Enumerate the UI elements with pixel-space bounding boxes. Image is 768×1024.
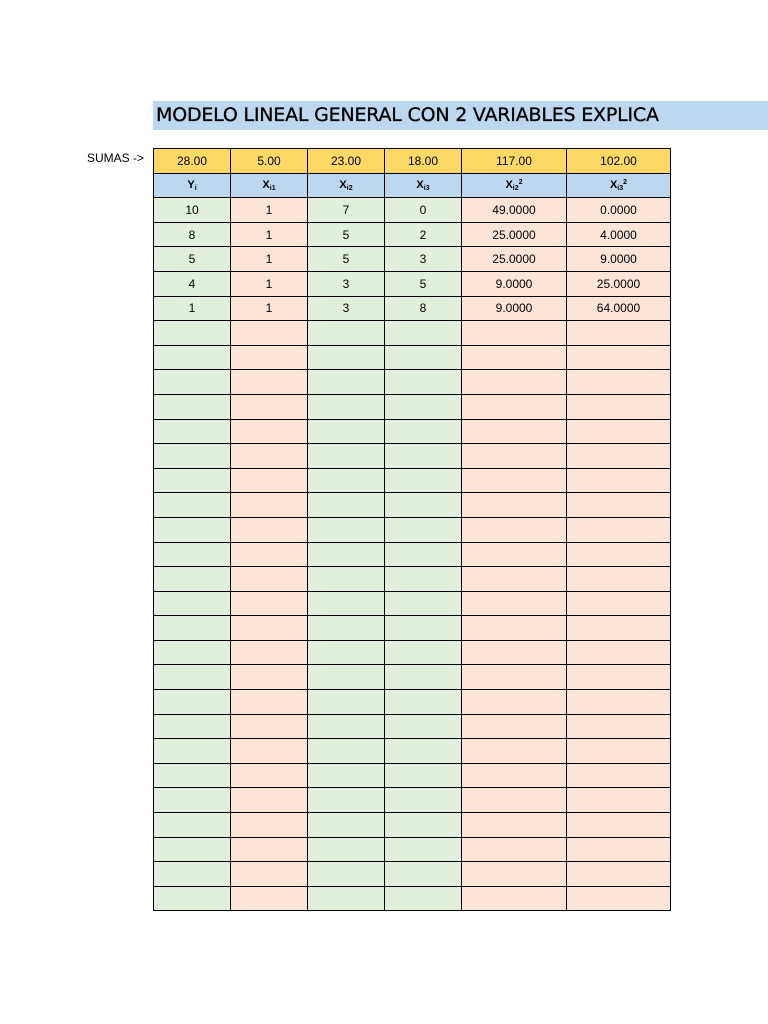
empty-cell-x2[interactable] [308, 468, 385, 493]
empty-row [154, 714, 671, 739]
sum-cell-x1[interactable]: 5.00 [231, 149, 308, 174]
empty-row [154, 394, 671, 419]
empty-cell-x1[interactable] [231, 886, 308, 911]
cell-x1[interactable]: 1 [231, 296, 308, 321]
empty-cell-x3[interactable] [385, 493, 462, 518]
empty-cell-x2-squared[interactable] [462, 444, 567, 469]
empty-cell-x2-squared[interactable] [462, 370, 567, 395]
empty-cell-x1[interactable] [231, 591, 308, 616]
empty-cell-x3[interactable] [385, 321, 462, 346]
empty-cell-x2[interactable] [308, 714, 385, 739]
cell-x1[interactable]: 1 [231, 247, 308, 272]
cell-x3-squared[interactable]: 25.0000 [567, 271, 671, 296]
empty-cell-y[interactable] [154, 763, 231, 788]
empty-row [154, 862, 671, 887]
header-base: X [339, 178, 347, 191]
empty-cell-x1[interactable] [231, 788, 308, 813]
sum-cell-y[interactable]: 28.00 [154, 149, 231, 174]
empty-cell-x1[interactable] [231, 468, 308, 493]
header-x3[interactable] [385, 173, 462, 198]
empty-cell-x3-squared[interactable] [567, 394, 671, 419]
empty-cell-x2-squared[interactable] [462, 394, 567, 419]
empty-cell-x3-squared[interactable] [567, 640, 671, 665]
empty-cell-x3[interactable] [385, 788, 462, 813]
sheet-title: MODELO LINEAL GENERAL CON 2 VARIABLES EXPLICA [156, 104, 659, 126]
cell-x2[interactable]: 5 [308, 222, 385, 247]
empty-cell-x3[interactable] [385, 567, 462, 592]
sum-cell-x2-squared[interactable]: 117.00 [462, 149, 567, 174]
empty-cell-x2-squared[interactable] [462, 591, 567, 616]
empty-cell-y[interactable] [154, 690, 231, 715]
empty-cell-x2-squared[interactable] [462, 616, 567, 641]
empty-cell-x2[interactable] [308, 739, 385, 764]
title-bar [153, 101, 768, 130]
empty-cell-y[interactable] [154, 640, 231, 665]
data-table [153, 148, 671, 911]
empty-cell-x1[interactable] [231, 394, 308, 419]
empty-cell-x1[interactable] [231, 763, 308, 788]
empty-cell-y[interactable] [154, 837, 231, 862]
empty-cell-x1[interactable] [231, 493, 308, 518]
empty-cell-x2-squared[interactable] [462, 690, 567, 715]
empty-cell-x3[interactable] [385, 862, 462, 887]
empty-cell-x2-squared[interactable] [462, 345, 567, 370]
empty-cell-x3-squared[interactable] [567, 567, 671, 592]
empty-cell-y[interactable] [154, 862, 231, 887]
empty-cell-x2[interactable] [308, 886, 385, 911]
empty-cell-x2-squared[interactable] [462, 862, 567, 887]
header-sub: i1 [269, 184, 276, 192]
table-row [154, 198, 671, 223]
empty-cell-x1[interactable] [231, 616, 308, 641]
empty-cell-x2-squared[interactable] [462, 813, 567, 838]
empty-row [154, 493, 671, 518]
empty-cell-x2-squared[interactable] [462, 886, 567, 911]
empty-cell-x2[interactable] [308, 763, 385, 788]
empty-cell-x3-squared[interactable] [567, 886, 671, 911]
empty-cell-x3-squared[interactable] [567, 616, 671, 641]
empty-cell-x2[interactable] [308, 493, 385, 518]
empty-cell-x1[interactable] [231, 837, 308, 862]
empty-cell-x3[interactable] [385, 886, 462, 911]
header-x2-squared[interactable] [462, 173, 567, 198]
empty-cell-x2-squared[interactable] [462, 640, 567, 665]
empty-cell-y[interactable] [154, 444, 231, 469]
empty-cell-x2[interactable] [308, 665, 385, 690]
cell-x3[interactable]: 0 [385, 198, 462, 223]
empty-cell-x1[interactable] [231, 862, 308, 887]
header-base: X [416, 178, 424, 191]
empty-cell-x3-squared[interactable] [567, 370, 671, 395]
empty-row [154, 517, 671, 542]
cell-x2-squared[interactable]: 9.0000 [462, 296, 567, 321]
table-row [154, 271, 671, 296]
empty-cell-y[interactable] [154, 714, 231, 739]
table-row [154, 247, 671, 272]
table-row [154, 296, 671, 321]
header-sub: i3 [423, 184, 430, 192]
empty-cell-x2-squared[interactable] [462, 837, 567, 862]
header-base: Y [187, 178, 195, 191]
cell-x1[interactable]: 1 [231, 271, 308, 296]
empty-cell-x3[interactable] [385, 517, 462, 542]
empty-row [154, 444, 671, 469]
empty-row [154, 567, 671, 592]
empty-cell-x1[interactable] [231, 419, 308, 444]
empty-cell-x3-squared[interactable] [567, 419, 671, 444]
empty-cell-x1[interactable] [231, 714, 308, 739]
header-y[interactable] [154, 173, 231, 198]
header-base: X [609, 178, 618, 191]
empty-cell-x3[interactable] [385, 837, 462, 862]
empty-cell-x3[interactable] [385, 468, 462, 493]
empty-cell-x3-squared[interactable] [567, 714, 671, 739]
empty-row [154, 640, 671, 665]
empty-cell-x3[interactable] [385, 370, 462, 395]
empty-cell-x3[interactable] [385, 813, 462, 838]
empty-cell-x3-squared[interactable] [567, 690, 671, 715]
empty-cell-x3[interactable] [385, 739, 462, 764]
empty-cell-x2-squared[interactable] [462, 567, 567, 592]
empty-cell-x2[interactable] [308, 788, 385, 813]
empty-cell-y[interactable] [154, 493, 231, 518]
empty-row [154, 542, 671, 567]
cell-y[interactable]: 5 [154, 247, 231, 272]
empty-cell-x1[interactable] [231, 665, 308, 690]
empty-cell-x2[interactable] [308, 542, 385, 567]
header-base: X [262, 178, 270, 191]
cell-x3[interactable]: 8 [385, 296, 462, 321]
empty-cell-y[interactable] [154, 788, 231, 813]
sum-cell-x3[interactable]: 18.00 [385, 149, 462, 174]
empty-cell-y[interactable] [154, 567, 231, 592]
sums-row [154, 149, 671, 174]
empty-cell-x3[interactable] [385, 542, 462, 567]
empty-cell-x3-squared[interactable] [567, 788, 671, 813]
empty-cell-y[interactable] [154, 616, 231, 641]
empty-cell-x2-squared[interactable] [462, 665, 567, 690]
empty-cell-x3[interactable] [385, 591, 462, 616]
empty-row [154, 321, 671, 346]
empty-cell-x2-squared[interactable] [462, 542, 567, 567]
header-sub: i2 [346, 184, 353, 192]
cell-x2[interactable]: 5 [308, 247, 385, 272]
empty-cell-x2[interactable] [308, 813, 385, 838]
empty-cell-x3[interactable] [385, 763, 462, 788]
empty-cell-x2[interactable] [308, 690, 385, 715]
empty-cell-x2[interactable] [308, 837, 385, 862]
empty-cell-x2[interactable] [308, 567, 385, 592]
cell-x2[interactable]: 3 [308, 296, 385, 321]
empty-cell-y[interactable] [154, 345, 231, 370]
empty-cell-x2[interactable] [308, 444, 385, 469]
empty-cell-y[interactable] [154, 370, 231, 395]
empty-cell-y[interactable] [154, 468, 231, 493]
cell-x3-squared[interactable]: 4.0000 [567, 222, 671, 247]
empty-row [154, 763, 671, 788]
cell-x3-squared[interactable]: 64.0000 [567, 296, 671, 321]
empty-cell-x3[interactable] [385, 394, 462, 419]
empty-cell-x3-squared[interactable] [567, 517, 671, 542]
empty-cell-x3[interactable] [385, 690, 462, 715]
empty-cell-x1[interactable] [231, 370, 308, 395]
cell-x2[interactable]: 7 [308, 198, 385, 223]
empty-row [154, 665, 671, 690]
header-sub: i2 [512, 184, 519, 192]
empty-cell-x1[interactable] [231, 517, 308, 542]
empty-cell-x1[interactable] [231, 345, 308, 370]
empty-cell-y[interactable] [154, 886, 231, 911]
cell-y[interactable]: 8 [154, 222, 231, 247]
empty-cell-x3-squared[interactable] [567, 321, 671, 346]
empty-cell-x2[interactable] [308, 370, 385, 395]
empty-cell-y[interactable] [154, 665, 231, 690]
cell-x2-squared[interactable]: 49.0000 [462, 198, 567, 223]
empty-cell-x3-squared[interactable] [567, 862, 671, 887]
empty-cell-x2-squared[interactable] [462, 788, 567, 813]
empty-row [154, 370, 671, 395]
empty-cell-x1[interactable] [231, 739, 308, 764]
empty-cell-y[interactable] [154, 591, 231, 616]
empty-cell-x3-squared[interactable] [567, 542, 671, 567]
empty-cell-x3[interactable] [385, 640, 462, 665]
empty-cell-x1[interactable] [231, 690, 308, 715]
empty-row [154, 419, 671, 444]
empty-cell-x2[interactable] [308, 394, 385, 419]
empty-cell-x3-squared[interactable] [567, 493, 671, 518]
empty-cell-x3-squared[interactable] [567, 468, 671, 493]
empty-cell-x1[interactable] [231, 444, 308, 469]
empty-cell-x2-squared[interactable] [462, 468, 567, 493]
empty-cell-y[interactable] [154, 813, 231, 838]
header-x3-squared[interactable] [567, 173, 671, 198]
sumas-label: SUMAS -> [87, 151, 145, 165]
empty-cell-x3-squared[interactable] [567, 763, 671, 788]
empty-cell-x3-squared[interactable] [567, 591, 671, 616]
empty-cell-x2[interactable] [308, 862, 385, 887]
cell-x3-squared[interactable]: 9.0000 [567, 247, 671, 272]
cell-y[interactable]: 1 [154, 296, 231, 321]
table-row [154, 222, 671, 247]
empty-cell-x1[interactable] [231, 813, 308, 838]
cell-y[interactable]: 10 [154, 198, 231, 223]
empty-row [154, 345, 671, 370]
header-sup: 2 [518, 178, 523, 186]
empty-row [154, 837, 671, 862]
cell-x2[interactable]: 3 [308, 271, 385, 296]
empty-cell-x3[interactable] [385, 345, 462, 370]
empty-row [154, 690, 671, 715]
cell-x3[interactable]: 2 [385, 222, 462, 247]
empty-cell-x2[interactable] [308, 321, 385, 346]
empty-cell-x3[interactable] [385, 444, 462, 469]
empty-cell-x2-squared[interactable] [462, 763, 567, 788]
empty-cell-y[interactable] [154, 394, 231, 419]
cell-x3[interactable]: 3 [385, 247, 462, 272]
header-base: X [505, 178, 513, 191]
empty-cell-x2[interactable] [308, 616, 385, 641]
header-x1[interactable] [231, 173, 308, 198]
empty-cell-x1[interactable] [231, 567, 308, 592]
empty-row [154, 886, 671, 911]
empty-cell-x2[interactable] [308, 640, 385, 665]
empty-cell-x1[interactable] [231, 542, 308, 567]
empty-cell-x2-squared[interactable] [462, 321, 567, 346]
empty-cell-x3-squared[interactable] [567, 837, 671, 862]
empty-cell-x2-squared[interactable] [462, 493, 567, 518]
cell-x2-squared[interactable]: 25.0000 [462, 222, 567, 247]
cell-x2-squared[interactable]: 25.0000 [462, 247, 567, 272]
empty-cell-x3-squared[interactable] [567, 813, 671, 838]
empty-cell-x3[interactable] [385, 665, 462, 690]
empty-cell-x3-squared[interactable] [567, 739, 671, 764]
cell-x1[interactable]: 1 [231, 198, 308, 223]
empty-row [154, 616, 671, 641]
empty-cell-x2[interactable] [308, 345, 385, 370]
cell-x2-squared[interactable]: 9.0000 [462, 271, 567, 296]
sum-cell-x2[interactable]: 23.00 [308, 149, 385, 174]
cell-x3[interactable]: 5 [385, 271, 462, 296]
empty-cell-x3[interactable] [385, 616, 462, 641]
empty-row [154, 739, 671, 764]
cell-y[interactable]: 4 [154, 271, 231, 296]
header-x2[interactable] [308, 173, 385, 198]
empty-cell-x3-squared[interactable] [567, 345, 671, 370]
header-sub: i3 [617, 184, 624, 192]
empty-cell-y[interactable] [154, 542, 231, 567]
empty-cell-y[interactable] [154, 419, 231, 444]
empty-cell-x2[interactable] [308, 517, 385, 542]
empty-cell-x2[interactable] [308, 419, 385, 444]
empty-row [154, 591, 671, 616]
empty-row [154, 813, 671, 838]
sum-cell-x3-squared[interactable]: 102.00 [567, 149, 671, 174]
empty-cell-x3-squared[interactable] [567, 665, 671, 690]
empty-cell-x2[interactable] [308, 591, 385, 616]
empty-cell-x2-squared[interactable] [462, 419, 567, 444]
cell-x3-squared[interactable]: 0.0000 [567, 198, 671, 223]
empty-cell-y[interactable] [154, 517, 231, 542]
empty-cell-x3[interactable] [385, 714, 462, 739]
empty-cell-x3[interactable] [385, 419, 462, 444]
empty-cell-x3-squared[interactable] [567, 444, 671, 469]
empty-cell-x2-squared[interactable] [462, 739, 567, 764]
empty-row [154, 788, 671, 813]
empty-cell-x2-squared[interactable] [462, 714, 567, 739]
cell-x1[interactable]: 1 [231, 222, 308, 247]
empty-cell-x1[interactable] [231, 321, 308, 346]
header-row [154, 173, 671, 198]
empty-cell-x2-squared[interactable] [462, 517, 567, 542]
header-sup: 2 [623, 178, 628, 186]
empty-cell-x1[interactable] [231, 640, 308, 665]
empty-row [154, 468, 671, 493]
header-sub: i [194, 184, 197, 192]
empty-cell-y[interactable] [154, 321, 231, 346]
empty-cell-y[interactable] [154, 739, 231, 764]
